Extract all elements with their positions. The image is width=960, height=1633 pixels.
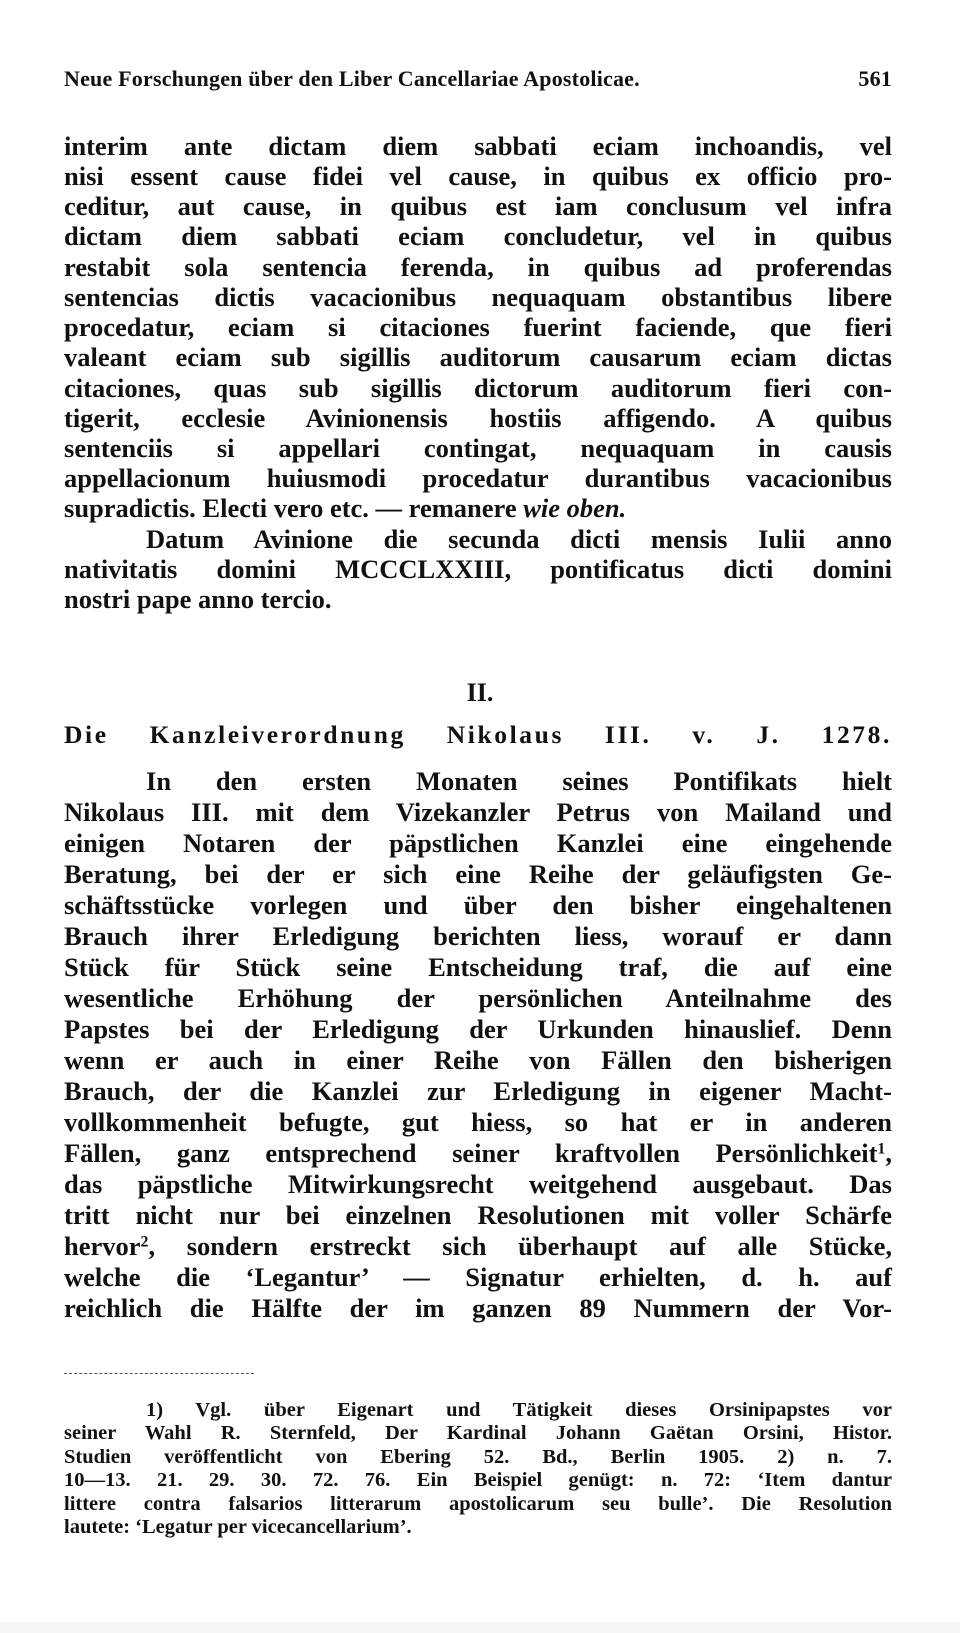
text-line: Papstes bei der Erledigung der Urkunden hinauslief. Denn	[64, 1014, 892, 1044]
text-line: citaciones, quas sub sigillis dictorum auditorum fieri con-	[64, 373, 892, 403]
footnote-line: 1) Vgl. über Eigenart und Tätigkeit dieses Orsinipapstes vor	[146, 1399, 892, 1421]
footnote-ref: 1	[877, 1140, 886, 1158]
text-line: Datum Avinione die secunda dicti mensis Iulii anno	[146, 524, 892, 554]
text-run: hervor	[64, 1231, 141, 1261]
text-line: In den ersten Monaten seines Pontifikats hielt	[146, 766, 892, 796]
text-line: das päpstliche Mitwirkungsrecht weitgehend ausgebaut. Das	[64, 1169, 892, 1199]
text-line: nisi essent cause fidei vel cause, in quibus ex officio pro-	[64, 161, 892, 191]
text-line: tigerit, ecclesie Avinionensis hostiis affigendo. A quibus	[64, 403, 892, 433]
text-line: vollkommenheit befugte, gut hiess, so hat er in anderen	[64, 1107, 892, 1137]
page-edge	[0, 1622, 960, 1633]
footnote-rule	[64, 1373, 254, 1374]
text-run: Fällen, ganz entsprechend seiner kraftvollen Persönlichkeit	[64, 1138, 878, 1168]
text-line: Brauch, der die Kanzlei zur Erledigung in eigener Macht-	[64, 1076, 892, 1106]
text-run: ,	[885, 1138, 892, 1168]
footnote-line: Studien veröffentlicht von Ebering 52. Bd., Berlin 1905. 2) n. 7.	[64, 1446, 892, 1468]
text-line: interim ante dictam diem sabbati eciam inchoandis, vel	[64, 131, 892, 161]
text-line	[64, 1231, 892, 1261]
text-line	[64, 1138, 892, 1168]
text-line: dictam diem sabbati eciam concludetur, vel in quibus	[64, 221, 892, 251]
text-line: Nikolaus III. mit dem Vizekanzler Petrus von Mailand und	[64, 797, 892, 827]
footnote-line: lautete: ‘Legatur per vicecancellarium’.	[64, 1516, 412, 1538]
text-run: , sondern erstreckt sich überhaupt auf alle Stücke,	[148, 1231, 892, 1261]
section-title: Die Kanzleiverordnung Nikolaus III. v. J. 1278.	[64, 720, 892, 749]
text-line: wesentliche Erhöhung der persönlichen Anteilnahme des	[64, 983, 892, 1013]
italic-note: wie oben.	[523, 493, 627, 523]
text-line: Brauch ihrer Erledigung berichten liess, worauf er dann	[64, 921, 892, 951]
text-line: procedatur, eciam si citaciones fuerint faciende, que fieri	[64, 312, 892, 342]
text-line: einigen Notaren der päpstlichen Kanzlei eine eingehende	[64, 828, 892, 858]
text-line: valeant eciam sub sigillis auditorum causarum eciam dictas	[64, 342, 892, 372]
text-line: appellacionum huiusmodi procedatur durantibus vacacionibus	[64, 463, 892, 493]
text-line: welche die ‘Legantur’ — Signatur erhielten, d. h. auf	[64, 1262, 892, 1292]
page-number: 561	[858, 66, 892, 91]
text-line: nostri pape anno tercio.	[64, 584, 332, 614]
text-line: Beratung, bei der er sich eine Reihe der geläufigsten Ge-	[64, 859, 892, 889]
footnote-ref: 2	[140, 1233, 149, 1251]
running-title: Neue Forschungen über den Liber Cancellariae Apostolicae.	[64, 66, 640, 91]
text-line: nativitatis domini MCCCLXXIII, pontificatus dicti domini	[64, 554, 892, 584]
text-line: restabit sola sentencia ferenda, in quibus ad proferendas	[64, 252, 892, 282]
text-line: ceditur, aut cause, in quibus est iam conclusum vel infra	[64, 191, 892, 221]
footnote-line: seiner Wahl R. Sternfeld, Der Kardinal Johann Gaëtan Orsini, Histor.	[64, 1422, 892, 1444]
section-number: II.	[466, 678, 494, 707]
footnote-line: littere contra falsarios litterarum apostolicarum seu bulle’. Die Resolution	[64, 1493, 892, 1515]
text-line: tritt nicht nur bei einzelnen Resolutionen mit voller Schärfe	[64, 1200, 892, 1230]
text-line: sentenciis si appellari contingat, nequaquam in causis	[64, 433, 892, 463]
text-run: supradictis. Electi vero etc. — remanere	[64, 493, 517, 523]
text-line	[64, 493, 892, 523]
text-line: reichlich die Hälfte der im ganzen 89 Nummern der Vor-	[64, 1293, 892, 1323]
running-header	[64, 66, 892, 94]
footnote-line: 10—13. 21. 29. 30. 72. 76. Ein Beispiel genügt: n. 72: ‘Item dantur	[64, 1469, 892, 1491]
text-line: schäftsstücke vorlegen und über den bisher eingehaltenen	[64, 890, 892, 920]
text-line: wenn er auch in einer Reihe von Fällen den bisherigen	[64, 1045, 892, 1075]
text-line: Stück für Stück seine Entscheidung traf, die auf eine	[64, 952, 892, 982]
text-line: sentencias dictis vacacionibus nequaquam obstantibus libere	[64, 282, 892, 312]
